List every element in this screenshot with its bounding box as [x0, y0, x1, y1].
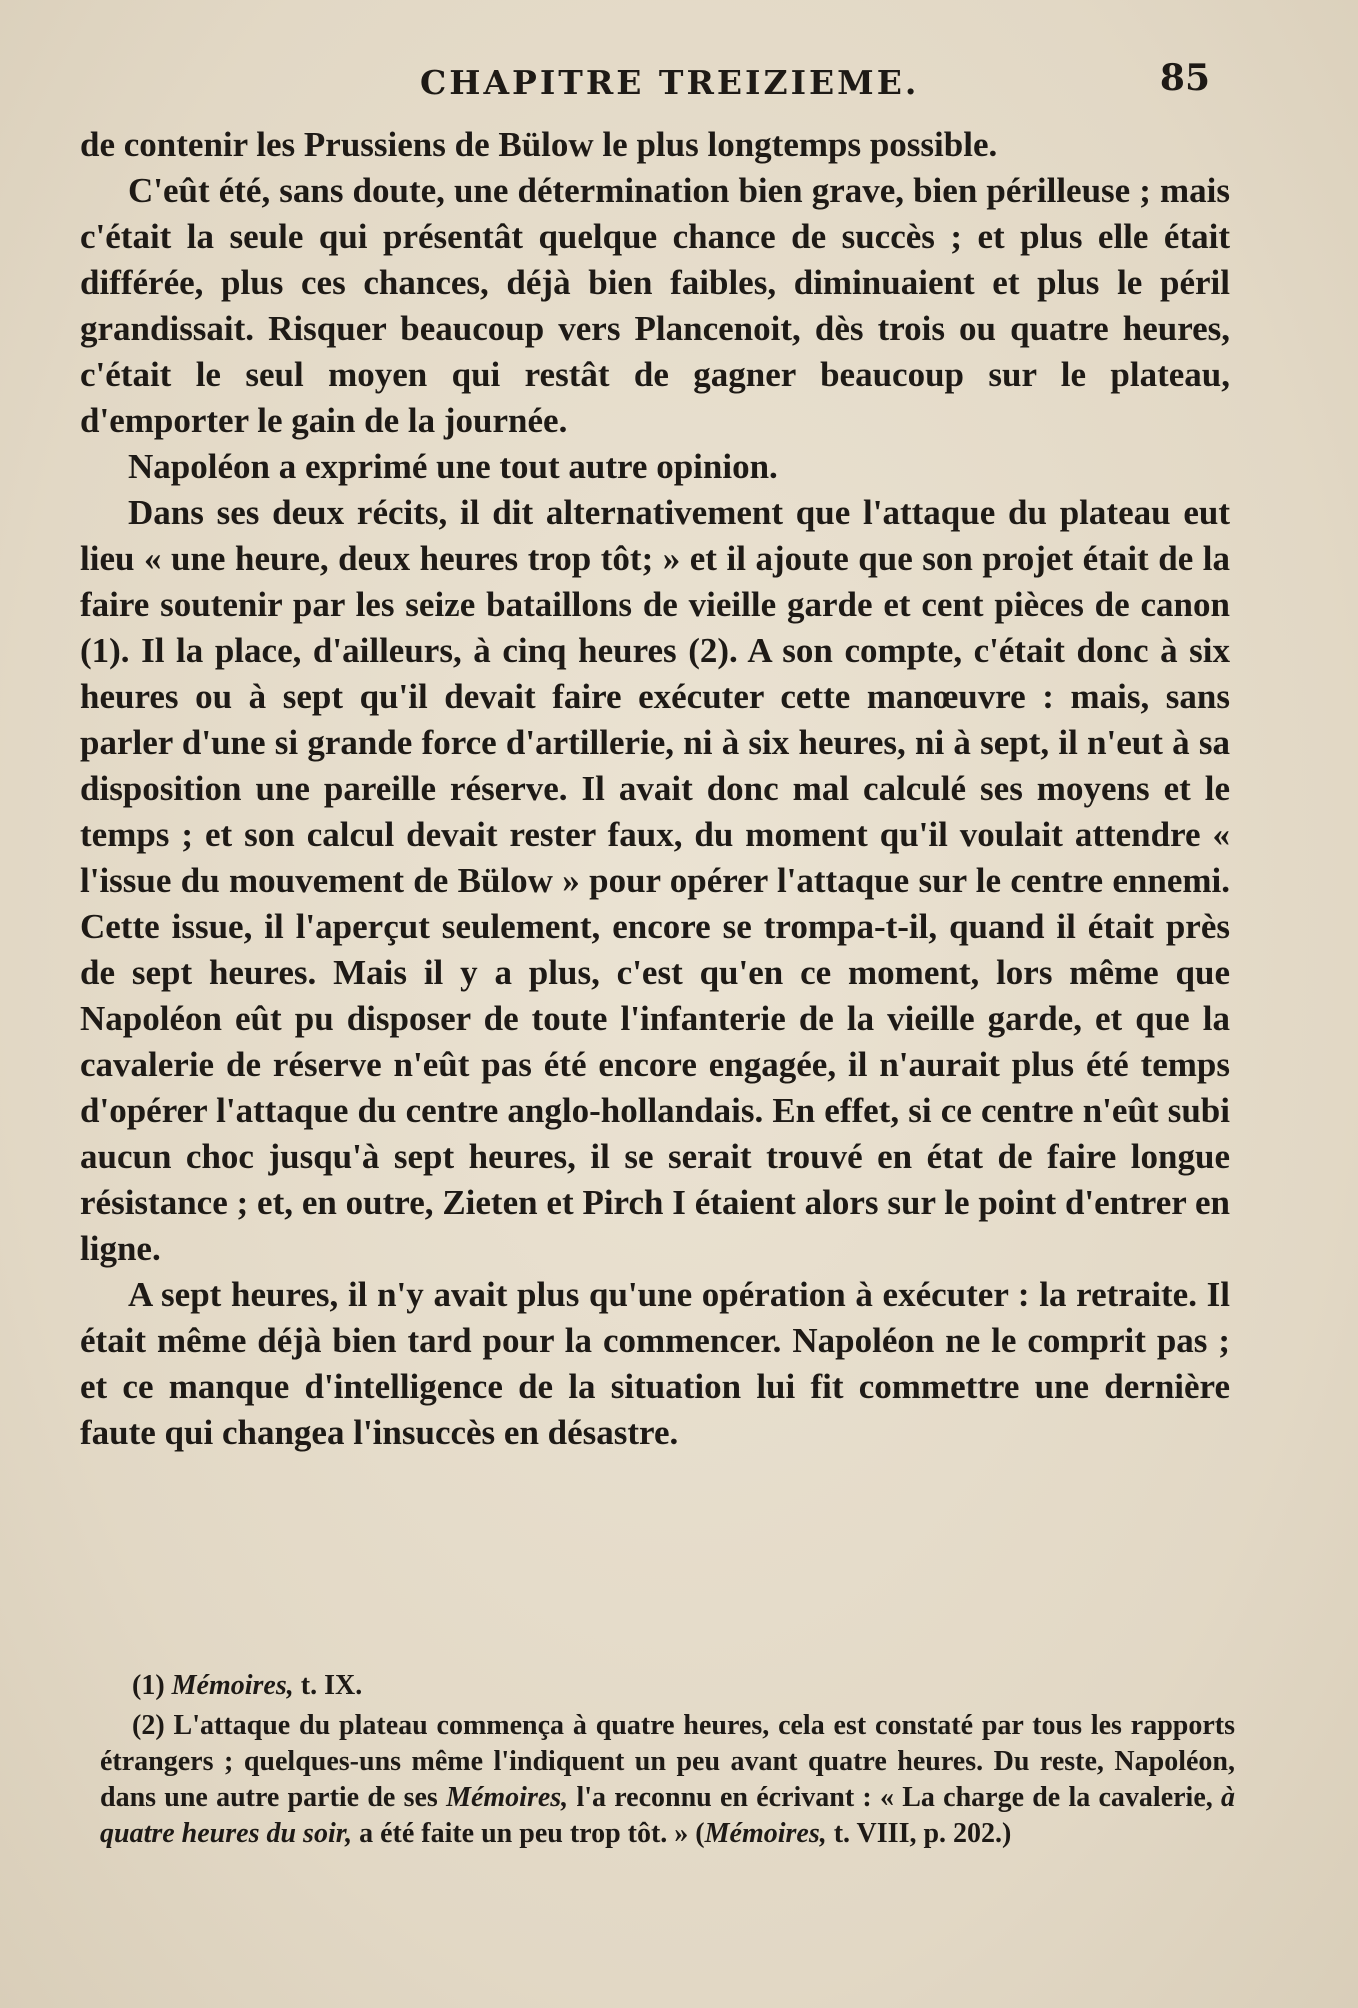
- footnotes: [100, 1668, 1235, 1852]
- footnote-2-text-d: t. VIII, p. 202.): [833, 1818, 1012, 1849]
- footnote-2-marker: (2): [132, 1710, 165, 1741]
- paragraph-1: de contenir les Prussiens de Bülow le plus longtemps possible.: [80, 125, 998, 164]
- paragraph-3: Napoléon a exprimé une tout autre opinion.: [128, 447, 778, 486]
- page-number: 85: [1159, 57, 1210, 99]
- footnote-2-reference-c: Mémoires,: [704, 1818, 827, 1849]
- running-title: CHAPITRE TREIZIEME.: [420, 63, 920, 102]
- footnote-2-reference-a: Mémoires,: [446, 1782, 569, 1813]
- footnote-1: [100, 1668, 1235, 1704]
- footnote-1-reference: Mémoires,: [171, 1670, 294, 1701]
- footnote-2-text-c: a été faite un peu trop tôt. » (: [359, 1818, 705, 1849]
- footnote-2-text-b: l'a reconnu en écrivant : « La charge de la cavalerie,: [576, 1782, 1213, 1813]
- footnote-2: [100, 1708, 1235, 1852]
- main-text: [80, 122, 1230, 1456]
- footnote-1-marker: (1): [132, 1670, 165, 1701]
- page-header: [80, 55, 1210, 115]
- paragraph-4: Dans ses deux récits, il dit alternativement que l'attaque du plateau eut lieu « une heure, deux heures trop tôt; » et il ajoute que son projet était de la faire soutenir par les seize bataillons de vieille garde et cent pièces de canon (1). Il la place, d'ailleurs, à cinq heures (2). A son compte, c'était donc à six heures ou à sept qu'il devait faire exécuter cette manœuvre : mais, sans parler d'une si grande force d'artillerie, ni à six heures, ni à sept, il n'eut à sa disposition une pareille réserve. Il avait donc mal calculé ses moyens et le temps ; et son calcul devait rester faux, du moment qu'il voulait attendre « l'issue du mouvement de Bülow » pour opérer l'attaque sur le centre ennemi. Cette issue, il l'aperçut seulement, encore se trompa-t-il, quand il était près de sept heures. Mais il y a plus, c'est qu'en ce moment, lors même que Napoléon eût pu disposer de toute l'infanterie de la vieille garde, et que la cavalerie de réserve n'eût pas été encore engagée, il n'aurait plus été temps d'opérer l'attaque du centre anglo-hollandais. En effet, si ce centre n'eût subi aucun choc jusqu'à sept heures, il se serait trouvé en état de faire longue résistance ; et, en outre, Zieten et Pirch I étaient alors sur le point d'entrer en ligne.: [80, 493, 1230, 1268]
- footnote-2-reference-b: à quatre heures du soir,: [100, 1782, 1236, 1849]
- footnote-1-text: t. IX.: [300, 1670, 363, 1701]
- footnote-2-text-a: L'attaque du plateau commença à quatre heures, cela est constaté par tous les rapports étrangers ; quelques-uns même l'indiquent un peu avant quatre heures. Du reste, Napoléon, dans une autre partie de ses: [100, 1710, 1236, 1813]
- paragraph-5: A sept heures, il n'y avait plus qu'une opération à exécuter : la retraite. Il était même déjà bien tard pour la commencer. Napoléon ne le comprit pas ; et ce manque d'intelligence de la situation lui fit commettre une dernière faute qui changea l'insuccès en désastre.: [80, 1275, 1230, 1452]
- paragraph-2: C'eût été, sans doute, une détermination bien grave, bien périlleuse ; mais c'était la seule qui présentât quelque chance de succès ; et plus elle était différée, plus ces chances, déjà bien faibles, diminuaient et plus le péril grandissait. Risquer beaucoup vers Plancenoit, dès trois ou quatre heures, c'était le seul moyen qui restât de gagner beaucoup sur le plateau, d'emporter le gain de la journée.: [80, 171, 1230, 440]
